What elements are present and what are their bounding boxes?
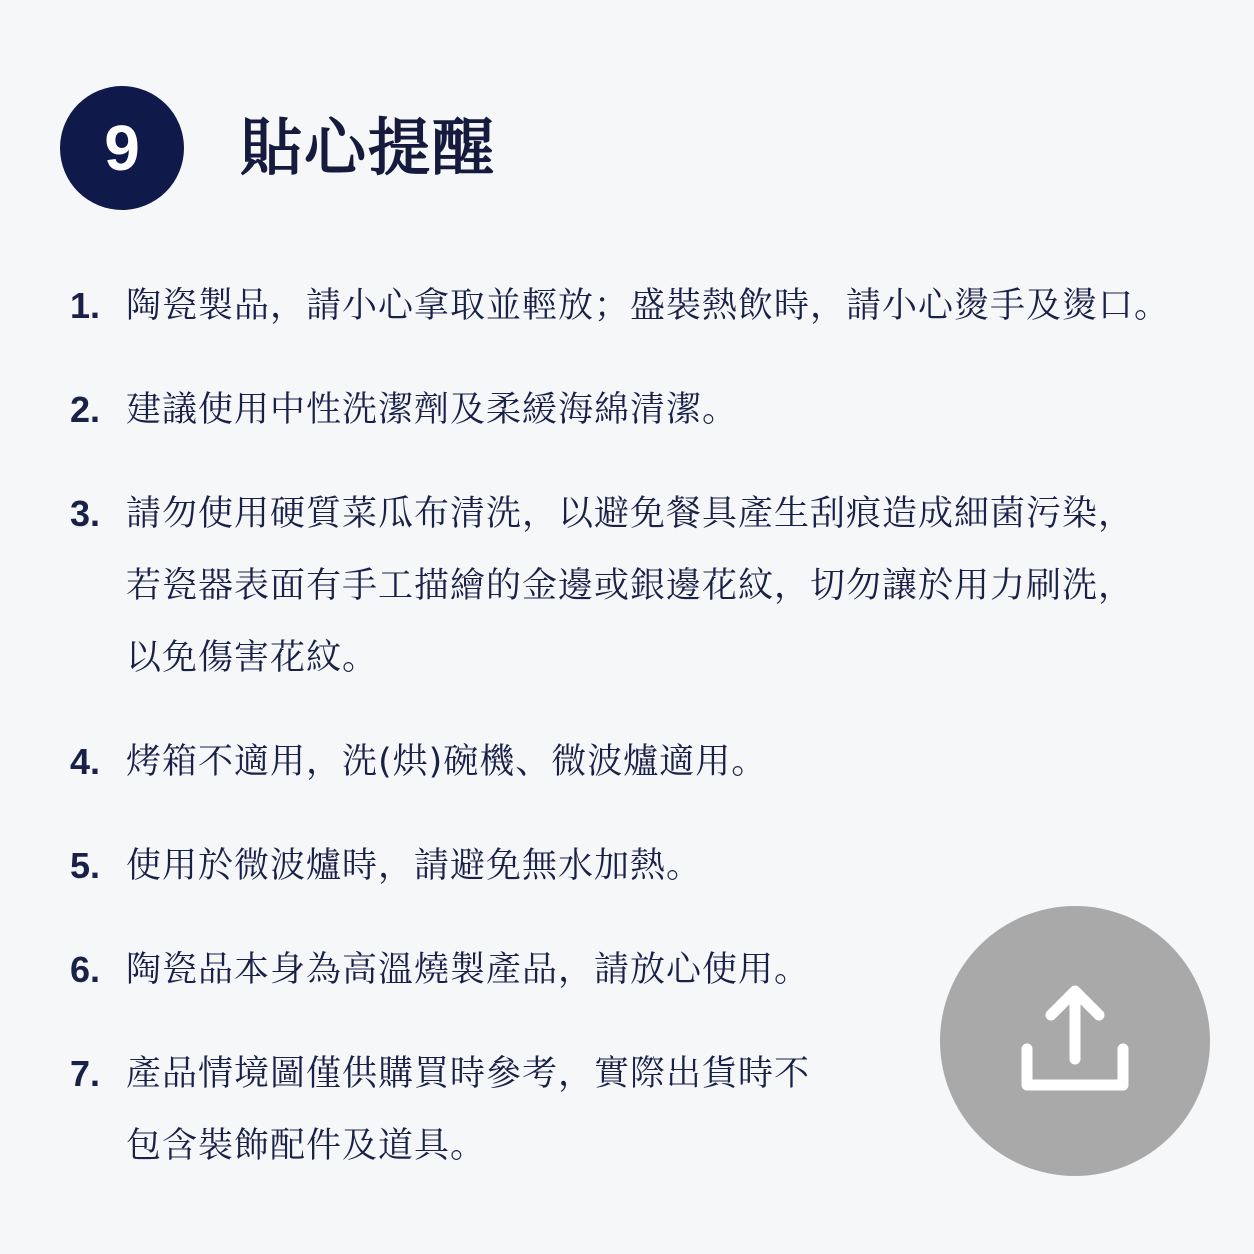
share-upload-icon: [1015, 981, 1135, 1101]
tip-item-1: [70, 270, 1220, 342]
tip-item-3: [70, 478, 1220, 694]
tip-number: 5.: [70, 845, 101, 886]
share-button[interactable]: [940, 906, 1210, 1176]
tip-line: 以免傷害花紋。: [126, 638, 379, 678]
tip-text: [126, 830, 1220, 902]
tip-number: 1.: [70, 285, 101, 326]
tip-number: 6.: [70, 949, 101, 990]
tip-text: [126, 270, 1220, 342]
tip-line: 陶瓷製品，請小心拿取並輕放；盛裝熱飲時，請小心燙手及燙口。: [126, 286, 1171, 326]
tip-text: [126, 726, 1220, 798]
section-title: 貼心提醒: [240, 111, 497, 184]
tip-item-4: [70, 726, 1220, 798]
tip-line: 使用於微波爐時，請避免無水加熱。: [126, 846, 703, 886]
tip-line: 陶瓷品本身為高溫燒製產品，請放心使用。: [126, 950, 811, 990]
tip-text: [126, 1038, 846, 1182]
tip-number: 3.: [70, 493, 101, 534]
tip-number: 2.: [70, 389, 101, 430]
section-number-badge: 9: [60, 86, 184, 210]
tip-text: [126, 374, 1220, 446]
tip-line: 包含裝飾配件及道具。: [126, 1126, 487, 1166]
tip-number: 4.: [70, 741, 101, 782]
tip-number: 7.: [70, 1053, 101, 1094]
tip-line: 烤箱不適用，洗(烘)碗機、微波爐適用。: [126, 742, 768, 782]
section-header: [60, 86, 496, 210]
tip-line: 產品情境圖僅供購買時參考，實際出貨時不: [126, 1054, 811, 1094]
tip-line: 建議使用中性洗潔劑及柔緩海綿清潔。: [126, 390, 739, 430]
tip-line: 請勿使用硬質菜瓜布清洗，以避免餐具產生刮痕造成細菌污染，: [126, 494, 1135, 534]
tip-text: [126, 478, 1220, 694]
tip-item-5: [70, 830, 1220, 902]
tip-item-2: [70, 374, 1220, 446]
tip-line: 若瓷器表面有手工描繪的金邊或銀邊花紋，切勿讓於用力刷洗，: [126, 566, 1135, 606]
